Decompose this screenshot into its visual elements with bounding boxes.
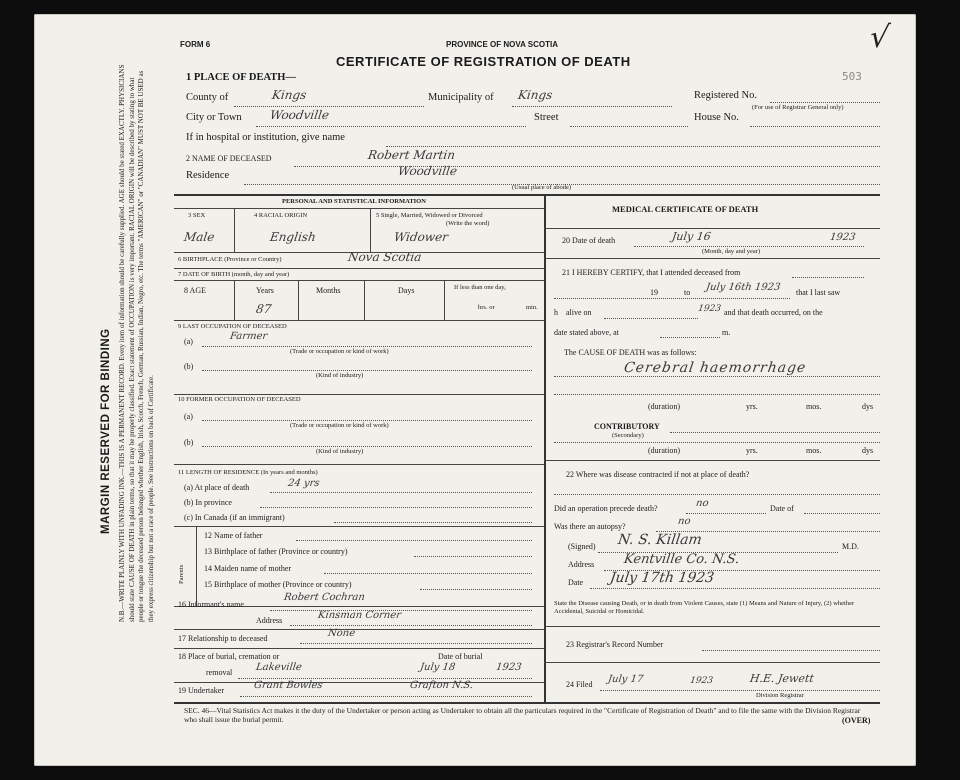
operation-value: no xyxy=(695,498,710,509)
divider xyxy=(174,208,544,209)
municipality-value: Kings xyxy=(517,88,554,102)
secondary-label: (Secondary) xyxy=(612,432,644,439)
mother-birth-line xyxy=(420,589,532,590)
divider xyxy=(234,280,235,320)
mos-label-2: mos. xyxy=(806,446,822,455)
date-of-death-label: 20 Date of death xyxy=(562,236,616,245)
divider xyxy=(174,194,880,196)
hrs-label: hrs. or xyxy=(478,304,495,311)
death-occurred-label: and that death occurred, on the xyxy=(724,308,823,317)
divider xyxy=(174,464,544,465)
marital-label: 5 Single, Married, Widowed or Divorced xyxy=(376,212,483,219)
dys-label-2: dys xyxy=(862,446,874,455)
racial-value: English xyxy=(269,230,317,244)
municipality-label: Municipality of xyxy=(428,92,494,103)
divider xyxy=(370,208,371,252)
county-line xyxy=(234,106,424,107)
divider xyxy=(174,648,544,649)
contributory-line xyxy=(670,432,880,433)
physician-date-value: July 17th 1923 xyxy=(608,570,716,586)
signed-label: (Signed) xyxy=(568,542,596,551)
divider xyxy=(174,702,880,704)
at-place-line xyxy=(270,492,532,493)
divider xyxy=(196,526,197,606)
years-label: Years xyxy=(256,286,274,295)
page-title: CERTIFICATE OF REGISTRATION OF DEATH xyxy=(336,54,631,69)
relationship-value: None xyxy=(327,628,356,639)
street-label: Street xyxy=(534,112,559,123)
former-b-label: (b) xyxy=(184,438,194,447)
over-label: (OVER) xyxy=(842,716,871,725)
cause-line-2 xyxy=(554,394,880,395)
dob-label: 7 DATE OF BIRTH (month, day and year) xyxy=(178,271,290,278)
form-number: FORM 6 xyxy=(180,40,211,49)
physician-address-value: Kentville Co. N.S. xyxy=(622,552,741,567)
parents-side-label: Parents xyxy=(178,564,185,584)
father-name-line xyxy=(296,540,532,541)
physician-date-label: Date xyxy=(568,578,584,587)
divider xyxy=(544,228,880,229)
registrar-signature: H.E. Jewett xyxy=(749,672,815,685)
burial-line xyxy=(238,678,532,679)
undertaker-line xyxy=(240,696,532,697)
medical-heading: MEDICAL CERTIFICATE OF DEATH xyxy=(612,204,759,214)
burial-year-value: 1923 xyxy=(495,662,523,673)
former-a-note: (Trade or occupation or kind of work) xyxy=(290,422,389,429)
former-occupation-heading: 10 FORMER OCCUPATION OF DECEASED xyxy=(178,396,301,403)
municipality-line xyxy=(512,106,672,107)
divider xyxy=(234,208,235,252)
date-of-death-note: (Month, day and year) xyxy=(702,248,761,255)
filed-value: July 17 xyxy=(607,674,644,685)
racial-label: 4 RACIAL ORIGIN xyxy=(254,212,308,219)
county-label: County of xyxy=(186,92,229,103)
father-birth-line xyxy=(414,556,532,557)
to-label: to xyxy=(684,288,691,297)
divider xyxy=(174,629,544,630)
street-line xyxy=(570,126,688,127)
min-label: min. xyxy=(526,304,538,311)
father-name-label: 12 Name of father xyxy=(204,531,263,540)
operation-label: Did an operation precede death? xyxy=(554,504,658,513)
operation-line xyxy=(686,513,766,514)
binding-margin-label: MARGIN RESERVED FOR BINDING xyxy=(100,328,112,534)
divider xyxy=(174,280,544,281)
name-label: 2 NAME OF DECEASED xyxy=(186,154,272,163)
city-line xyxy=(256,126,526,127)
months-label: Months xyxy=(316,286,341,295)
at-line xyxy=(660,337,720,338)
burial-date-label: Date of burial xyxy=(438,652,483,661)
date-of-death-value: July 16 xyxy=(671,230,712,243)
cause-of-death-value: Cerebral haemorrhage xyxy=(622,360,808,376)
marital-value: Widower xyxy=(393,230,449,244)
from-line xyxy=(554,298,790,299)
certify-line xyxy=(792,277,864,278)
place-of-death-heading: 1 PLACE OF DEATH— xyxy=(186,72,296,83)
burial-date-value: July 18 xyxy=(419,662,456,673)
footer-section-46: SEC. 46—Vital Statistics Act makes it the duty of the Undertaker or person acting as Undertaker to obtain all the particulars required in the "Certificate of Registration of Death" and to file the same with the Division Registrar who shall issue the burial permit. xyxy=(184,706,861,724)
check-mark: √ xyxy=(867,20,892,55)
city-value: Woodville xyxy=(269,108,331,122)
dys-label: dys xyxy=(862,402,874,411)
divider xyxy=(544,460,880,461)
death-certificate xyxy=(34,14,916,766)
m-label: m. xyxy=(722,328,731,337)
date-of-death-year: 1923 xyxy=(829,232,857,243)
alive-prefix: h xyxy=(554,308,558,317)
personal-heading: PERSONAL AND STATISTICAL INFORMATION xyxy=(282,198,426,205)
occupation-b-label: (b) xyxy=(184,362,194,371)
divider xyxy=(174,320,544,321)
divider xyxy=(364,280,365,320)
signed-value: N. S. Killam xyxy=(616,532,703,548)
informant-value: Robert Cochran xyxy=(283,592,366,603)
city-label: City or Town xyxy=(186,112,242,123)
registered-no-label: Registered No. xyxy=(694,90,757,101)
county-value: Kings xyxy=(271,88,308,102)
certify-text: 21 I HEREBY CERTIFY, that I attended deceased from xyxy=(562,268,741,277)
residence-length-heading: 11 LENGTH OF RESIDENCE (In years and months) xyxy=(178,469,318,476)
occupation-b-note: (Kind of industry) xyxy=(316,372,364,379)
residence-note: (Usual place of abode) xyxy=(512,184,572,191)
burial-removal-label: removal xyxy=(206,668,233,677)
sex-value: Male xyxy=(183,230,216,244)
at-place-label: (a) At place of death xyxy=(184,483,250,492)
former-a-label: (a) xyxy=(184,412,193,421)
alive-on-label: alive on xyxy=(566,308,592,317)
cause-line-1 xyxy=(554,376,880,377)
alive-year: 1923 xyxy=(697,304,722,314)
undertaker-name-value: Grant Bowles xyxy=(253,680,324,691)
burial-label: 18 Place of burial, cremation or xyxy=(178,652,280,661)
name-value: Robert Martin xyxy=(367,148,456,162)
province-header: PROVINCE OF NOVA SCOTIA xyxy=(446,40,559,49)
informant-address-value: Kinsman Corner xyxy=(317,610,402,621)
relationship-label: 17 Relationship to deceased xyxy=(178,634,268,643)
registered-note: (For use of Registrar General only) xyxy=(752,104,844,111)
divider xyxy=(544,626,880,627)
house-no-label: House No. xyxy=(694,112,739,123)
mother-birthplace-label: 15 Birthplace of mother (Province or country) xyxy=(204,580,352,589)
informant-label: 16 Informant's name xyxy=(178,600,244,609)
occupation-a-value: Farmer xyxy=(229,331,268,342)
occupation-a-line xyxy=(202,346,532,347)
mother-name-line xyxy=(324,573,532,574)
years-value: 87 xyxy=(255,302,273,316)
age-label: 8 AGE xyxy=(184,286,206,295)
days-label: Days xyxy=(398,286,415,295)
sex-label: 3 SEX xyxy=(188,212,206,219)
record-number-label: 23 Registrar's Record Number xyxy=(566,640,664,649)
less-than-day-label: If less than one day, xyxy=(454,284,506,291)
date-stated-label: date stated above, at xyxy=(554,328,619,337)
in-canada-line xyxy=(334,522,532,523)
violent-causes-note: State the Disease causing Death, or in death from Violent Causes, state (1) Means and Nature of Injury, (2) whether Accidental, Suicidal or Homicidal. xyxy=(554,600,855,615)
divider xyxy=(174,394,544,395)
record-number-line xyxy=(702,650,880,651)
division-registrar-label: Division Registrar xyxy=(756,692,804,699)
former-b-line xyxy=(202,446,532,447)
informant-address-label: Address xyxy=(256,616,283,625)
birthplace-label: 6 BIRTHPLACE (Province or Country) xyxy=(178,256,282,263)
to-value: July 16th 1923 xyxy=(705,282,782,293)
registered-line xyxy=(770,102,880,103)
marital-note: (Write the word) xyxy=(446,220,490,227)
name-line xyxy=(294,166,880,167)
divider xyxy=(544,258,880,259)
duration-label: (duration) xyxy=(648,402,680,411)
yrs-label: yrs. xyxy=(746,402,758,411)
divider xyxy=(174,682,544,683)
q22-line xyxy=(554,494,880,495)
question-22: 22 Where was disease contracted if not at place of death? xyxy=(566,470,750,479)
hospital-line xyxy=(386,146,880,147)
alive-line xyxy=(604,318,698,319)
md-label: M.D. xyxy=(842,542,859,551)
former-a-line xyxy=(202,420,532,421)
father-birthplace-label: 13 Birthplace of father (Province or country) xyxy=(204,547,348,556)
informant-address-line xyxy=(290,625,532,626)
divider xyxy=(174,268,544,269)
physician-address-label: Address xyxy=(568,560,595,569)
divider xyxy=(174,526,544,527)
last-occupation-heading: 9 LAST OCCUPATION OF DECEASED xyxy=(178,323,287,330)
relationship-line xyxy=(300,643,532,644)
hospital-label: If in hospital or institution, give name xyxy=(186,132,345,143)
occupation-b-line xyxy=(202,370,532,371)
undertaker-place-value: Grafton N.S. xyxy=(409,680,474,691)
birthplace-value: Nova Scotia xyxy=(347,250,423,264)
former-b-note: (Kind of industry) xyxy=(316,448,364,455)
filed-line xyxy=(600,690,880,691)
at-place-value: 24 yrs xyxy=(287,478,321,489)
operation-date-label: Date of xyxy=(770,504,794,513)
house-line xyxy=(750,126,880,127)
in-canada-label: (c) In Canada (if an immigrant) xyxy=(184,513,285,522)
burial-place-value: Lakeville xyxy=(255,662,303,673)
mother-name-label: 14 Maiden name of mother xyxy=(204,564,292,573)
last-saw-label: that I last saw xyxy=(796,288,841,297)
contributory-line-2 xyxy=(554,442,880,443)
undertaker-label: 19 Undertaker xyxy=(178,686,224,695)
in-province-line xyxy=(260,507,532,508)
divider xyxy=(298,280,299,320)
filed-label: 24 Filed xyxy=(566,680,593,689)
autopsy-label: Was there an autopsy? xyxy=(554,522,626,531)
occupation-a-note: (Trade or occupation or kind of work) xyxy=(290,348,389,355)
margin-instructions: N.B.—WRITE PLAINLY WITH UNFADING INK.—THIS IS A PERMANENT RECORD. Every item of information should be carefully supplied. AGE should be stated EXACTLY. PHYSICIANS should state CAUSE OF DEATH in plain terms, so that it may be properly classified. Exact statement of OCCUPATION is very important. RACIAL ORIGIN will be described by stating to what people or tongue the deceased person belonged whether English, Irish, Scotch, French, German, Russian, Indian, Negro, etc. The terms "AMERICAN" or "CANADIAN" MUST NOT BE USED as they express citizenship but not a race of people. See instructions on back of Certificate. xyxy=(118,64,155,622)
date-of-death-line xyxy=(634,246,864,247)
contributory-label: CONTRIBUTORY xyxy=(594,422,660,431)
duration-label-2: (duration) xyxy=(648,446,680,455)
from-year: 19 xyxy=(650,288,658,297)
in-province-label: (b) In province xyxy=(184,498,232,507)
residence-label: Residence xyxy=(186,170,230,181)
filed-year: 1923 xyxy=(689,676,714,686)
operation-date-line xyxy=(804,513,880,514)
yrs-label-2: yrs. xyxy=(746,446,758,455)
physician-date-line xyxy=(590,588,880,589)
divider xyxy=(444,280,445,320)
divider xyxy=(544,662,880,663)
autopsy-value: no xyxy=(677,516,692,527)
residence-value: Woodville xyxy=(397,164,459,178)
occupation-a-label: (a) xyxy=(184,337,193,346)
registration-stamp: 503 xyxy=(842,70,862,83)
cause-of-death-label: The CAUSE OF DEATH was as follows: xyxy=(564,348,697,357)
mos-label: mos. xyxy=(806,402,822,411)
